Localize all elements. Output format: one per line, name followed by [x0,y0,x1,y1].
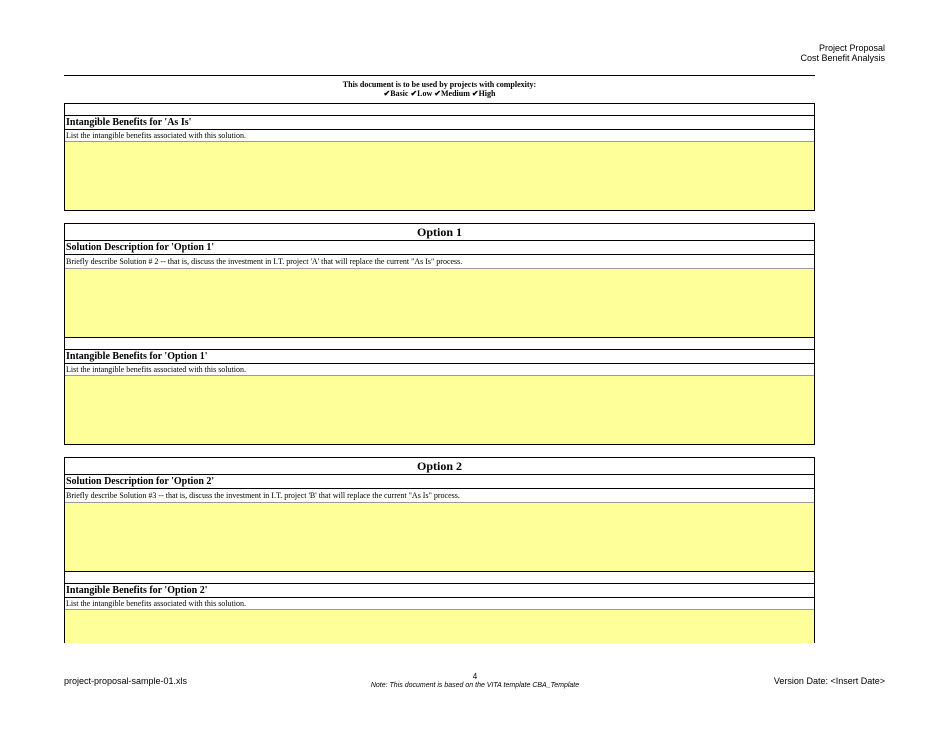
option1-section [64,223,815,445]
as-is-blank-row [65,104,814,116]
footer-note: Note: This document is based on the VITA template CBA_Template [370,682,580,689]
option2-title: Option 2 [65,458,814,475]
option1-solution-input[interactable] [65,269,814,337]
option1-benefits-label: Intangible Benefits for 'Option 1' [65,350,814,364]
footer-version: Version Date: <Insert Date> [773,676,885,686]
header-divider [64,75,815,76]
option2-benefits-label: Intangible Benefits for 'Option 2' [65,584,814,598]
complexity-high: ✔High [471,89,496,98]
option1-benefits-input[interactable] [65,376,814,444]
option2-solution-label: Solution Description for 'Option 2' [65,475,814,489]
page-number: 4 [472,672,478,681]
footer-center [325,672,625,690]
option2-solution-input[interactable] [65,503,814,571]
as-is-section [64,103,815,211]
option2-benefits-hint: List the intangible benefits associated with this solution. [65,598,814,610]
option2-solution-hint: Briefly describe Solution #3 -- that is, discuss the investment in I.T. project 'B' that will replace the current "As Is" process. [65,489,814,503]
header-subtitle: Cost Benefit Analysis [800,53,885,63]
option1-gap-row [65,337,814,350]
complexity-intro: This document is to be used by projects with complexity: [342,80,537,89]
header-title: Project Proposal [818,43,885,53]
option2-benefits-input[interactable] [65,610,814,643]
page-header [800,43,885,63]
option1-title: Option 1 [65,224,814,241]
complexity-medium: ✔Medium [434,89,470,98]
option1-solution-label: Solution Description for 'Option 1' [65,241,814,255]
option2-gap-row [65,571,814,584]
as-is-benefits-label: Intangible Benefits for 'As Is' [65,116,814,130]
as-is-benefits-input[interactable] [65,142,814,210]
complexity-options [64,89,815,98]
complexity-basic: ✔Basic [383,89,409,98]
option1-solution-hint: Briefly describe Solution # 2 -- that is, discuss the investment in I.T. project 'A' that will replace the current "As Is" process. [65,255,814,269]
complexity-low: ✔Low [410,89,433,98]
footer-filename: project-proposal-sample-01.xls [64,676,188,686]
option1-benefits-hint: List the intangible benefits associated with this solution. [65,364,814,376]
as-is-benefits-hint: List the intangible benefits associated with this solution. [65,130,814,142]
option2-section [64,457,815,643]
complexity-notice [64,80,815,98]
